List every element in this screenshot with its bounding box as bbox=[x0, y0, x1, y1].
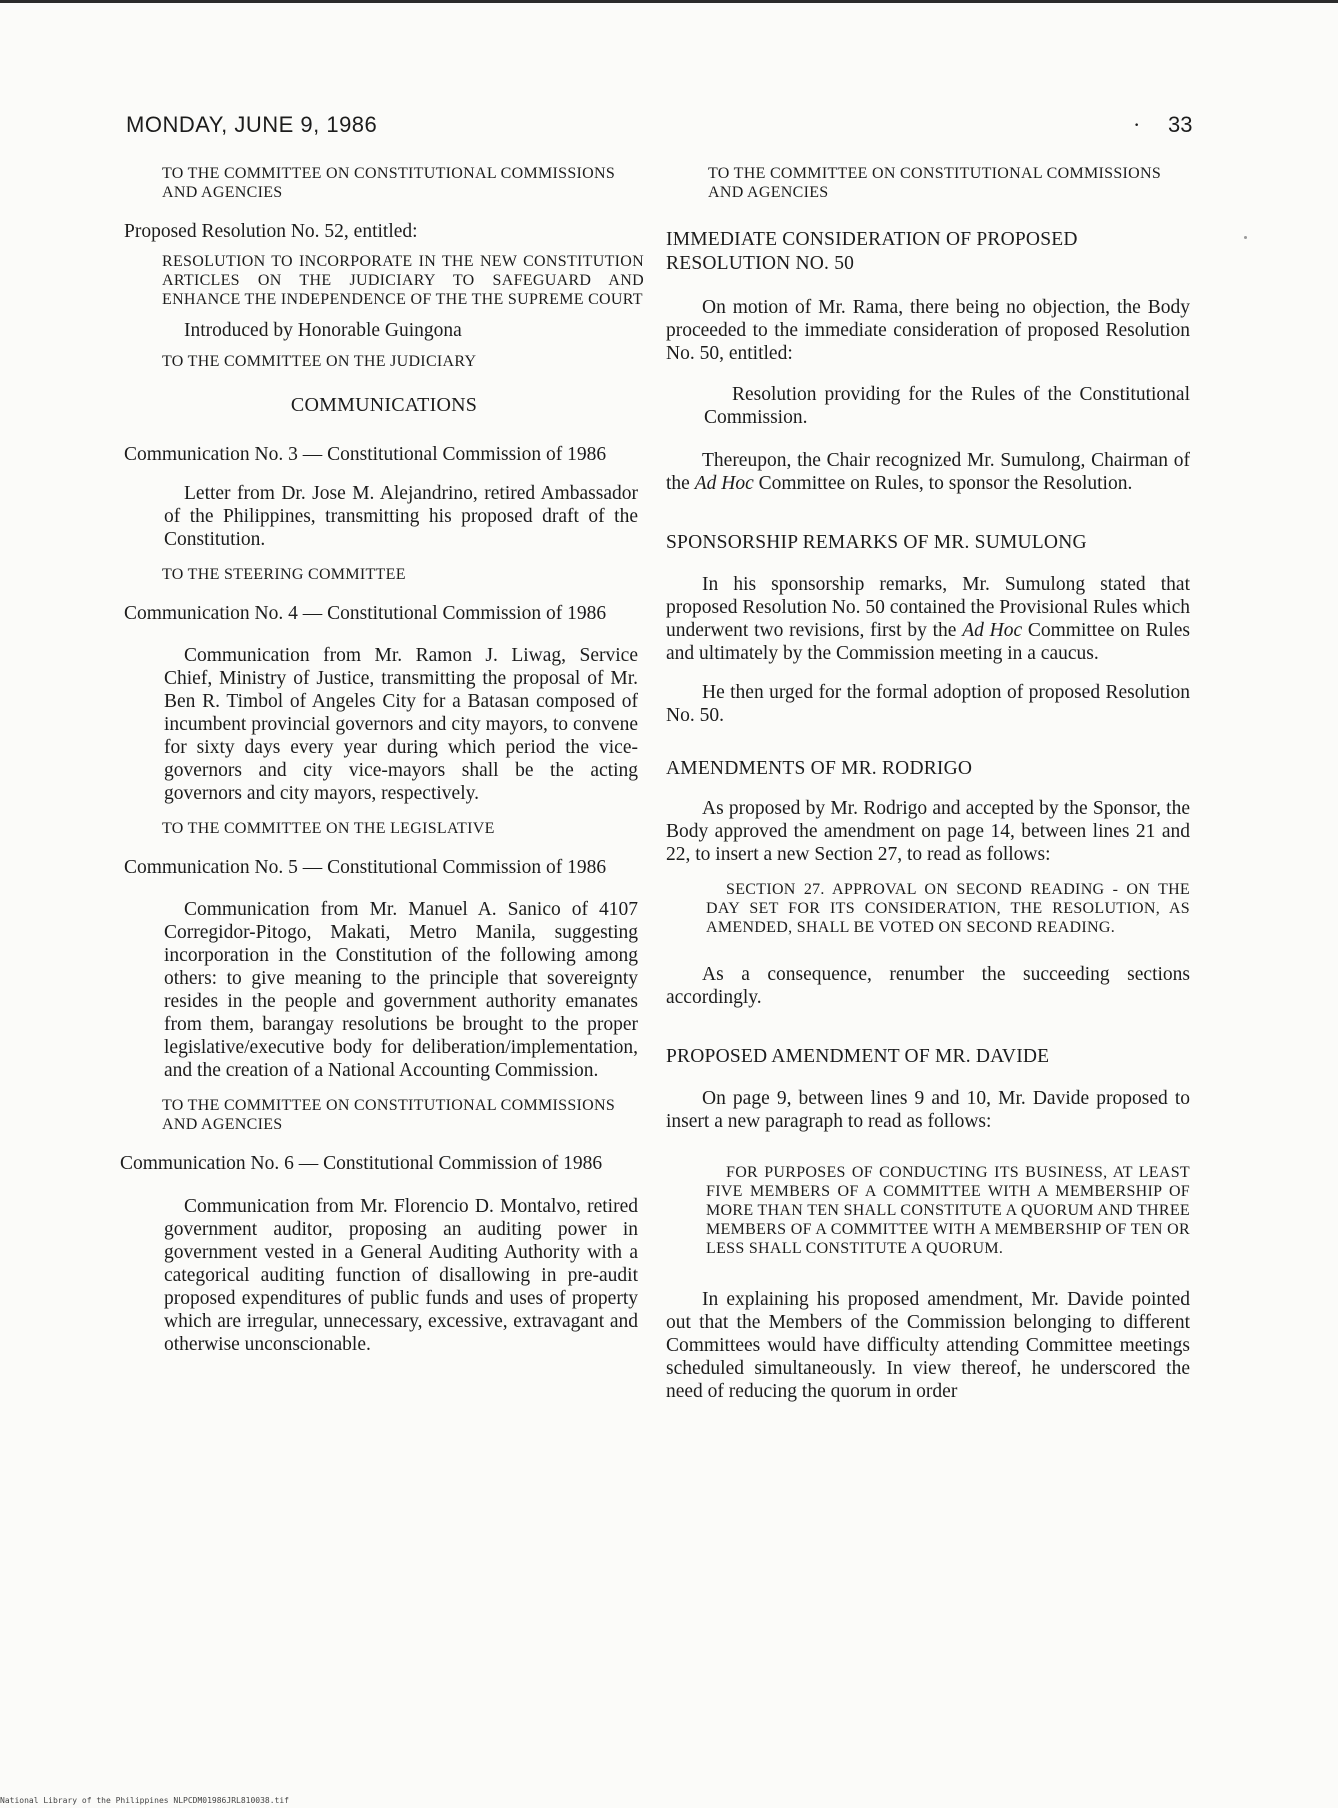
paragraph: On page 9, between lines 9 and 10, Mr. Davide proposed to insert a new paragraph to read as follows: bbox=[666, 1088, 1190, 1132]
footer-watermark: National Library of the Philippines NLPCDM01986JRL810038.tif bbox=[0, 1796, 289, 1805]
resolution-52-title: RESOLUTION TO INCORPORATE IN THE NEW CONSTITUTION ARTICLES ON THE JUDICIARY TO SAFEGUARD AND ENHANCE THE INDEPENDENCE OF THE THE SUPREME COURT bbox=[162, 253, 644, 308]
referral-note: TO THE COMMITTEE ON CONSTITUTIONAL COMMISSIONS AND AGENCIES bbox=[708, 165, 1162, 201]
communication-6-title: Communication No. 6 — Constitutional Commission of 1986 bbox=[120, 1153, 603, 1174]
referral-note: TO THE COMMITTEE ON THE LEGISLATIVE bbox=[162, 820, 495, 837]
resolution-52-author: Introduced by Honorable Guingona bbox=[184, 320, 462, 341]
communication-5-body: Communication from Mr. Manuel A. Sanico of 4107 Corregidor-Pitogo, Makati, Metro Manila, suggesting incorporation in the Constitution of the following among others: to give meaning to the principle that sovereignty resides in the people and government authority emanates from them, barangay resolutions be brought to the proper legislative/executive body for deliberation/implementation, and the creation of a National Accounting Commission. bbox=[164, 899, 638, 1081]
communication-3-body: Letter from Dr. Jose M. Alejandrino, retired Ambassador of the Philippines, transmitting his proposed draft of the Constitution. bbox=[164, 483, 638, 550]
resolution-50-title: Resolution providing for the Rules of the Constitutional Commission. bbox=[704, 384, 1190, 428]
referral-note: TO THE STEERING COMMITTEE bbox=[162, 566, 406, 583]
paragraph: On motion of Mr. Rama, there being no objection, the Body proceeded to the immediate consideration of proposed Resolution No. 50, entitled: bbox=[666, 297, 1190, 364]
left-column bbox=[120, 164, 644, 1356]
communication-5-title: Communication No. 5 — Constitutional Commission of 1986 bbox=[124, 857, 607, 878]
paragraph: He then urged for the formal adoption of proposed Resolution No. 50. bbox=[666, 682, 1190, 726]
section-heading: PROPOSED AMENDMENT OF MR. DAVIDE bbox=[666, 1046, 1050, 1067]
paragraph: As proposed by Mr. Rodrigo and accepted by the Sponsor, the Body approved the amendment on page 14, between lines 21 and 22, to insert a new Section 27, to read as follows: bbox=[666, 798, 1190, 865]
referral-note: TO THE COMMITTEE ON CONSTITUTIONAL COMMISSIONS AND AGENCIES bbox=[162, 1097, 616, 1133]
communications-heading: COMMUNICATIONS bbox=[290, 394, 478, 416]
paragraph: Thereupon, the Chair recognized Mr. Sumulong, Chairman of the Ad Hoc Committee on Rules, to sponsor the Resolution. bbox=[666, 450, 1190, 494]
header-dot: · bbox=[1133, 112, 1141, 137]
section-27-text: SECTION 27. APPROVAL ON SECOND READING - ON THE DAY SET FOR ITS CONSIDERATION, THE RESOLUTION, AS AMENDED, SHALL BE VOTED ON SECOND READING. bbox=[706, 881, 1190, 936]
top-rule bbox=[0, 0, 1338, 3]
paragraph: In explaining his proposed amendment, Mr. Davide pointed out that the Members of the Commission belonging to different Committees would have difficulty attending Committee meetings scheduled simultaneously. In view thereof, he underscored the need of reducing the quorum in order bbox=[666, 1289, 1190, 1402]
page-number: 33 bbox=[1168, 112, 1193, 137]
paragraph: As a consequence, renumber the succeeding sections accordingly. bbox=[666, 964, 1190, 1008]
page-date: MONDAY, JUNE 9, 1986 bbox=[126, 112, 378, 137]
referral-note: TO THE COMMITTEE ON THE JUDICIARY bbox=[162, 353, 477, 370]
communication-4-body: Communication from Mr. Ramon J. Liwag, Service Chief, Ministry of Justice, transmitting the proposal of Mr. Ben R. Timbol of Angeles City for a Batasan composed of incumbent provincial governors and city mayors, to convene for sixty days every year during which period the vice-governors and city vice-mayors shall be the acting governors and city mayors, respectively. bbox=[164, 645, 638, 804]
section-heading: SPONSORSHIP REMARKS OF MR. SUMULONG bbox=[666, 532, 1087, 553]
paragraph: In his sponsorship remarks, Mr. Sumulong stated that proposed Resolution No. 50 contained the Provisional Rules which underwent two revisions, first by the Ad Hoc Committee on Rules and ultimately by the Commission meeting in a caucus. bbox=[666, 574, 1190, 664]
referral-note: TO THE COMMITTEE ON CONSTITUTIONAL COMMISSIONS AND AGENCIES bbox=[162, 165, 616, 201]
right-column bbox=[666, 164, 1190, 1403]
quorum-amendment-text: FOR PURPOSES OF CONDUCTING ITS BUSINESS, AT LEAST FIVE MEMBERS OF A COMMITTEE WITH A MEMBERSHIP OF MORE THAN TEN SHALL CONSTITUTE A QUORUM AND THREE MEMBERS OF A COMMITTEE WITH A MEMBERSHIP OF TEN OR LESS SHALL CONSTITUTE A QUORUM. bbox=[706, 1164, 1190, 1257]
section-heading: AMENDMENTS OF MR. RODRIGO bbox=[666, 758, 973, 779]
resolution-52-intro: Proposed Resolution No. 52, entitled: bbox=[124, 221, 418, 242]
section-heading: IMMEDIATE CONSIDERATION OF PROPOSED RESOLUTION NO. 50 bbox=[666, 229, 1078, 274]
communication-3-title: Communication No. 3 — Constitutional Commission of 1986 bbox=[124, 444, 607, 465]
communication-6-body: Communication from Mr. Florencio D. Montalvo, retired government auditor, proposing an auditing power in government vested in a General Auditing Authority with a categorical auditing function of disallowing in pre-audit proposed expenditures of public funds and uses of property which are irregular, unnecessary, excessive, extravagant and otherwise unconscionable. bbox=[164, 1196, 638, 1355]
scan-speck bbox=[1244, 236, 1247, 239]
communication-4-title: Communication No. 4 — Constitutional Commission of 1986 bbox=[124, 603, 607, 624]
